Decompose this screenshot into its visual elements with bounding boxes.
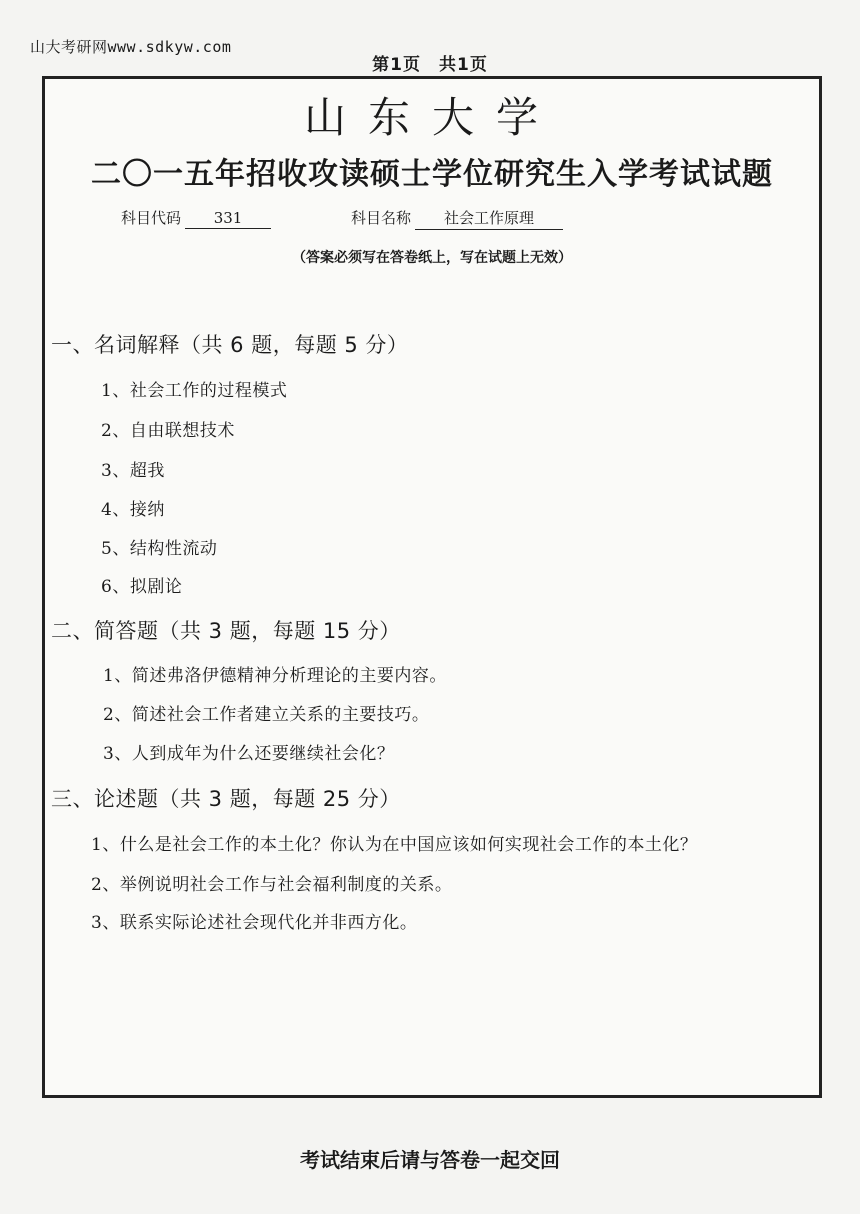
question-item: 3、超我 xyxy=(101,461,165,481)
subject-name-value: 社会工作原理 xyxy=(415,207,563,230)
page-indicator: 第1页 共1页 xyxy=(372,55,488,75)
watermark-text: 山大考研网www.sdkyw.com xyxy=(30,38,232,56)
question-item: 3、人到成年为什么还要继续社会化？ xyxy=(103,744,395,764)
question-item: 5、结构性流动 xyxy=(101,539,218,559)
question-item: 1、简述弗洛伊德精神分析理论的主要内容。 xyxy=(103,666,447,686)
footer-note: 考试结束后请与答卷一起交回 xyxy=(300,1148,560,1172)
exam-title: 二〇一五年招收攻读硕士学位研究生入学考试试题 xyxy=(91,157,773,192)
university-title: 山东大学 xyxy=(303,93,560,142)
subject-info xyxy=(121,207,563,230)
question-item: 6、拟剧论 xyxy=(101,577,183,597)
question-item: 1、社会工作的过程模式 xyxy=(101,381,288,401)
subject-code-label: 科目代码 xyxy=(121,209,182,227)
question-item: 2、举例说明社会工作与社会福利制度的关系。 xyxy=(91,875,453,895)
section-heading: 二、简答题（共 3 题，每题 15 分） xyxy=(51,619,401,643)
subject-code-value: 331 xyxy=(185,209,271,229)
exam-paper-frame xyxy=(42,76,822,1098)
section-heading: 三、论述题（共 3 题，每题 25 分） xyxy=(51,787,401,811)
question-item: 1、什么是社会工作的本土化？你认为在中国应该如何实现社会工作的本土化？ xyxy=(91,835,698,855)
section-heading: 一、名词解释（共 6 题，每题 5 分） xyxy=(51,333,409,357)
question-item: 2、自由联想技术 xyxy=(101,421,235,441)
question-item: 2、简述社会工作者建立关系的主要技巧。 xyxy=(103,705,430,725)
subject-name-label: 科目名称 xyxy=(351,209,412,227)
question-item: 3、联系实际论述社会现代化并非西方化。 xyxy=(91,913,418,933)
question-item: 4、接纳 xyxy=(101,500,165,520)
answer-instruction: （答案必须写在答卷纸上，写在试题上无效） xyxy=(292,250,572,266)
